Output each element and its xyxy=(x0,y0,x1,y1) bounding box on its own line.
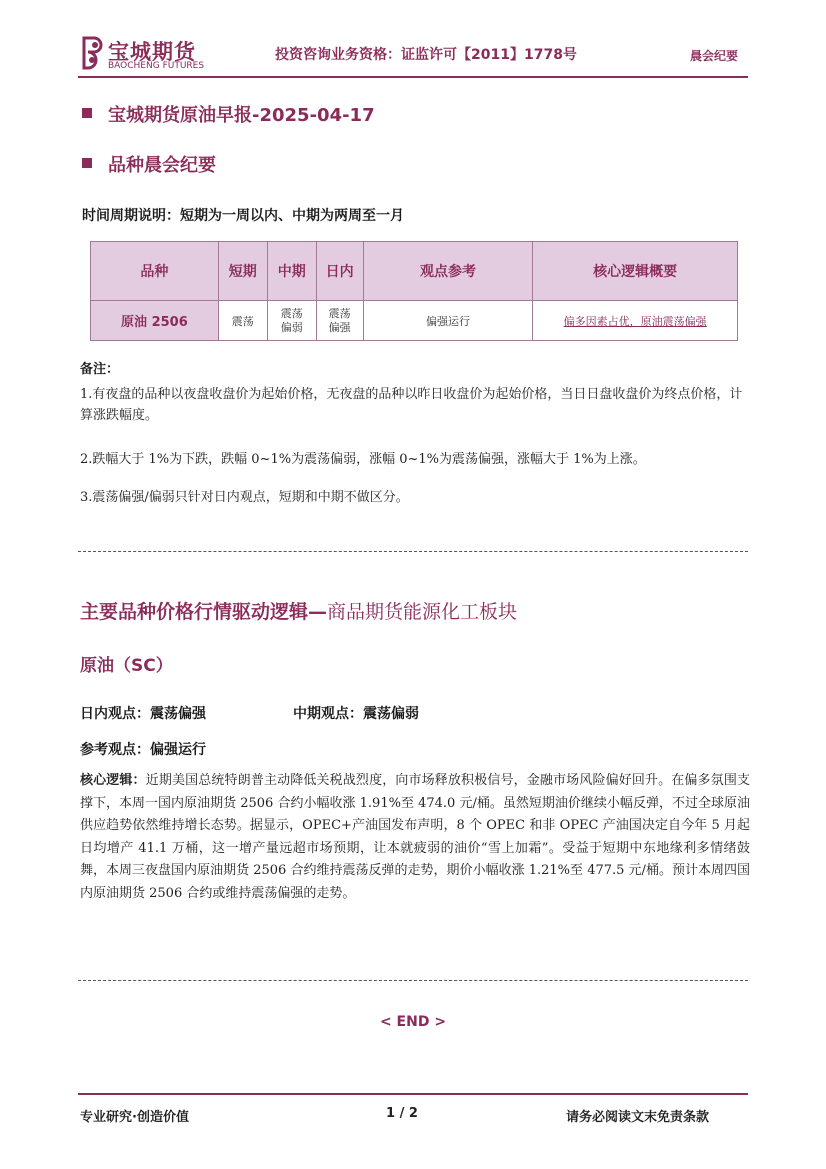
reference-view: 参考观点：偏强运行 xyxy=(80,742,206,758)
table-row xyxy=(91,301,738,341)
core-logic-text: 近期美国总统特朗普主动降低关税战烈度，向市场释放积极信号，金融市场风险偏好回升。在偏多氛围支撑下，本周一国内原油期货 2506 合约小幅收涨 1.91%至 474.0 元/桶。虽然短期油价继续小幅反弹，不过全球原油供应趋势依然维持增长态势。据显示，OPEC+产油国发布声明，8 个 OPEC 和非 OPEC 产油国决定自今年 5 月起日均增产 41.1 万桶，这一增产量远超市场预期，让本就疲弱的油价“雪上加霜”。受益于短期中东地缘利多情绪鼓舞，本周三夜盘国内原油期货 2506 合约维持震荡反弹的走势，期价小幅收涨 1.21%至 477.5 元/桶。预计本周四国内原油期货 2506 合约或维持震荡偏强的走势。 xyxy=(80,773,750,901)
notes-label: 备注： xyxy=(80,362,120,377)
note-item: 2.跌幅大于 1%为下跌，跌幅 0~1%为震荡偏弱，涨幅 0~1%为震荡偏强，涨幅大于 1%为上涨。 xyxy=(80,452,646,467)
logo-chinese-name: 宝城期货 xyxy=(108,40,196,64)
cell-intraday-text: 震荡偏强 xyxy=(328,306,351,334)
cell-mid-term xyxy=(267,301,316,341)
report-title-text: 宝城期货原油早报-2025-04-17 xyxy=(108,105,375,126)
report-title xyxy=(82,101,375,127)
cell-short-term: 震荡 xyxy=(218,301,267,341)
mid-term-view: 中期观点：震荡偏弱 xyxy=(293,706,419,722)
bullet-square-icon xyxy=(82,108,92,118)
logo-english-name: BAOCHENG FUTURES xyxy=(108,61,205,71)
header-short-term: 短期 xyxy=(218,242,267,301)
commodity-title: 原油（SC） xyxy=(80,656,173,676)
header-core-logic: 核心逻辑概要 xyxy=(533,242,738,301)
cell-variety: 原油 2506 xyxy=(91,301,219,341)
core-logic-paragraph xyxy=(80,770,750,906)
core-logic-label: 核心逻辑： xyxy=(80,773,146,788)
cell-mid-term-text: 震荡偏弱 xyxy=(280,306,303,334)
dashed-divider xyxy=(78,551,748,552)
company-logo xyxy=(78,34,208,74)
header-intraday: 日内 xyxy=(316,242,363,301)
header-section-label: 晨会纪要 xyxy=(690,49,739,63)
bullet-square-icon xyxy=(82,158,92,168)
summary-title-text: 品种晨会纪要 xyxy=(108,155,216,176)
cell-core-logic-link[interactable]: 偏多因素占优，原油震荡偏强 xyxy=(533,301,738,341)
disclaimer-note: 请务必阅读文末免责条款 xyxy=(566,1110,710,1125)
summary-title xyxy=(82,151,216,177)
period-note: 时间周期说明：短期为一周以内、中期为两周至一月 xyxy=(82,208,404,224)
footer-slogan: 专业研究·创造价值 xyxy=(80,1110,189,1125)
page-number: 1 / 2 xyxy=(386,1106,418,1121)
summary-table xyxy=(90,241,738,341)
end-marker: < END > xyxy=(379,1014,447,1030)
header-mid-term: 中期 xyxy=(267,242,316,301)
cell-view: 偏强运行 xyxy=(363,301,533,341)
cell-intraday xyxy=(316,301,363,341)
table-header-row xyxy=(91,242,738,301)
drivers-title-main: 主要品种价格行情驱动逻辑— xyxy=(80,601,328,623)
drivers-title xyxy=(80,597,517,624)
license-text: 投资咨询业务资格：证监许可【2011】1778号 xyxy=(275,47,577,63)
header-view: 观点参考 xyxy=(363,242,533,301)
dashed-divider xyxy=(78,980,748,981)
header-divider xyxy=(78,76,748,78)
footer-divider xyxy=(78,1093,748,1095)
header-variety: 品种 xyxy=(91,242,219,301)
note-item: 1.有夜盘的品种以夜盘收盘价为起始价格，无夜盘的品种以昨日收盘价为起始价格，当日日盘收盘价为终点价格，计算涨跌幅度。 xyxy=(80,387,743,423)
drivers-title-sub: 商品期货能源化工板块 xyxy=(327,601,518,623)
logo-mark-icon xyxy=(78,34,106,70)
note-item: 3.震荡偏强/偏弱只针对日内观点，短期和中期不做区分。 xyxy=(80,490,409,505)
intraday-view: 日内观点：震荡偏强 xyxy=(80,706,206,722)
